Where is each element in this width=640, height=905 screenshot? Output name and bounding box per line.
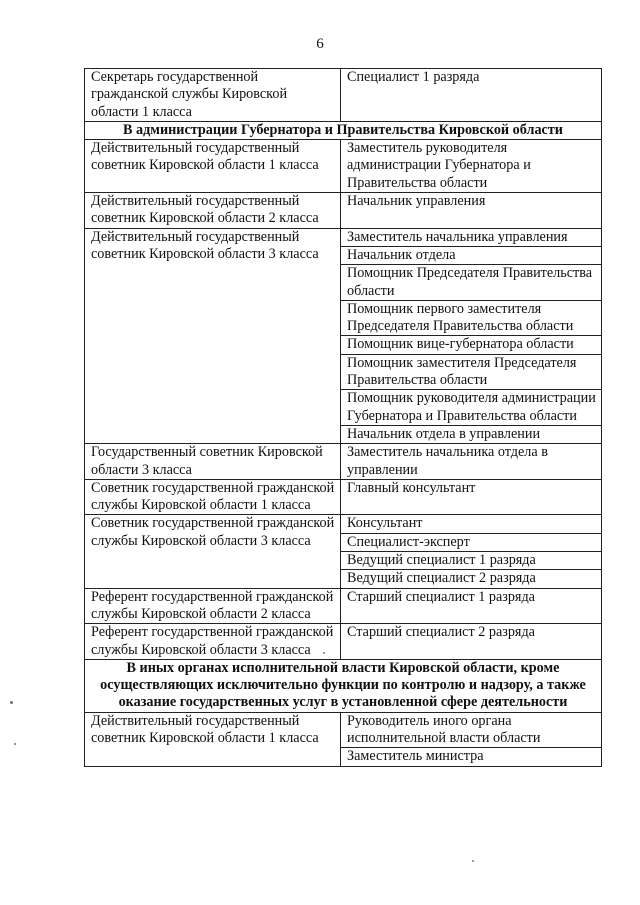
position-cell: Начальник отдела в управлении	[341, 425, 602, 443]
rank-cell: Советник государственной гражданской службы Кировской области 1 класса	[85, 479, 341, 515]
position-cell: Консультант	[341, 515, 602, 533]
rank-cell: Секретарь государственной гражданской службы Кировской области 1 класса	[85, 69, 341, 122]
position-cell: Ведущий специалист 1 разряда	[341, 552, 602, 570]
scan-speck	[323, 652, 325, 654]
rank-cell: Референт государственной гражданской службы Кировской области 2 класса	[85, 588, 341, 624]
table-row	[85, 588, 602, 624]
position-cell: Помощник первого заместителя Председателя Правительства области	[341, 300, 602, 336]
section-header: В иных органах исполнительной власти Кировской области, кроме осуществляющих исключительно функции по контролю и надзору, а также оказание государственных услуг в установленной сфере деятельности	[85, 659, 602, 712]
position-cell: Заместитель руководителя администрации Губернатора и Правительства области	[341, 140, 602, 193]
scan-speck	[10, 701, 13, 704]
scan-speck	[14, 743, 16, 745]
position-cell: Специалист-эксперт	[341, 533, 602, 551]
rank-cell: Действительный государственный советник Кировской области 1 класса	[85, 140, 341, 193]
position-cell: Помощник руководителя администрации Губернатора и Правительства области	[341, 390, 602, 426]
page-number: 6	[316, 36, 324, 52]
position-cell: Главный консультант	[341, 479, 602, 515]
scan-speck	[472, 860, 474, 862]
table-row	[85, 444, 602, 480]
position-cell: Руководитель иного органа исполнительной власти области	[341, 712, 602, 748]
table-row	[85, 515, 602, 533]
position-cell: Помощник заместителя Председателя Правительства области	[341, 354, 602, 390]
position-cell: Помощник вице-губернатора области	[341, 336, 602, 354]
rank-cell: Советник государственной гражданской службы Кировской области 3 класса	[85, 515, 341, 588]
rank-cell: Действительный государственный советник Кировской области 1 класса	[85, 712, 341, 766]
section-header-row	[85, 121, 602, 139]
rank-cell: Государственный советник Кировской области 3 класса	[85, 444, 341, 480]
position-cell: Помощник Председателя Правительства области	[341, 265, 602, 301]
position-cell: Начальник отдела	[341, 246, 602, 264]
position-cell: Заместитель министра	[341, 748, 602, 766]
section-header-row	[85, 659, 602, 712]
table-row	[85, 228, 602, 246]
position-cell: Специалист 1 разряда	[341, 69, 602, 122]
position-cell: Заместитель начальника управления	[341, 228, 602, 246]
positions-table	[84, 68, 602, 767]
table-row	[85, 140, 602, 193]
position-cell: Заместитель начальника отдела в управлении	[341, 444, 602, 480]
position-cell: Ведущий специалист 2 разряда	[341, 570, 602, 588]
table-row	[85, 193, 602, 229]
rank-cell: Действительный государственный советник Кировской области 3 класса	[85, 228, 341, 444]
position-cell: Старший специалист 2 разряда	[341, 624, 602, 660]
rank-cell: Референт государственной гражданской службы Кировской области 3 класса	[85, 624, 341, 660]
position-cell: Старший специалист 1 разряда	[341, 588, 602, 624]
table-row	[85, 479, 602, 515]
table-row	[85, 624, 602, 660]
section-header: В администрации Губернатора и Правительства Кировской области	[85, 121, 602, 139]
position-cell: Начальник управления	[341, 193, 602, 229]
table-row	[85, 69, 602, 122]
rank-cell: Действительный государственный советник Кировской области 2 класса	[85, 193, 341, 229]
table-row	[85, 712, 602, 748]
